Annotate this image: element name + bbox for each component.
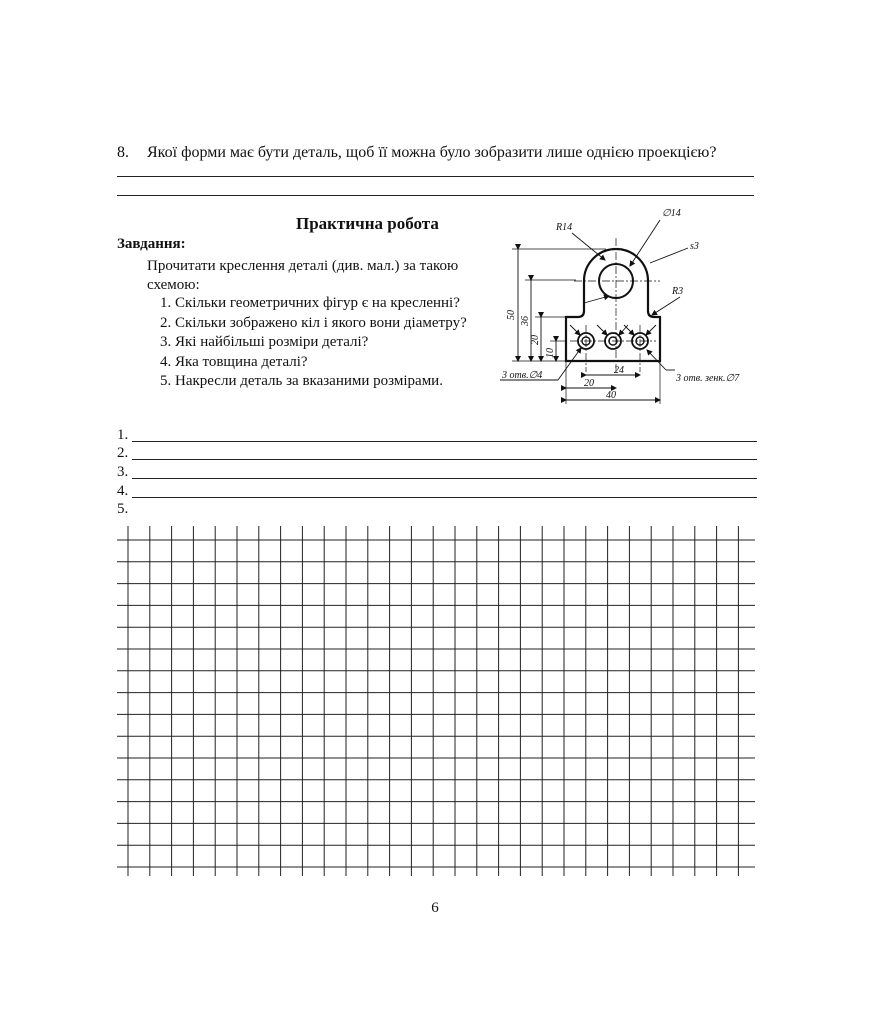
label-holes-d7: 3 отв. зенк.∅7 xyxy=(676,373,740,384)
task-question: 1. Скільки геометричних фігур є на кресленні? xyxy=(160,295,460,311)
label-dim-20-horizontal: 20 xyxy=(584,378,594,389)
task-question: 3. Які найбільші розміри деталі? xyxy=(160,334,369,350)
label-dim-10: 10 xyxy=(545,348,556,358)
answer-number: 3. xyxy=(117,464,129,480)
label-dim-40: 40 xyxy=(606,390,616,401)
label-holes-d4: 3 отв.∅4 xyxy=(502,370,543,381)
label-s3: s3 xyxy=(690,241,699,252)
answer-number: 2. xyxy=(117,445,129,461)
label-dim-20-vertical: 20 xyxy=(530,335,541,345)
page-number: 6 xyxy=(431,900,439,916)
answer-number: 4. xyxy=(117,483,129,499)
label-r3: R3 xyxy=(672,286,684,297)
answer-number: 1. xyxy=(117,427,129,443)
task-question: 2. Скільки зображено кіл і якого вони діаметру? xyxy=(160,314,467,331)
label-dim-50: 50 xyxy=(506,310,517,320)
question-number: 8. xyxy=(117,144,129,161)
label-dim-24: 24 xyxy=(614,365,624,376)
label-d14: ∅14 xyxy=(662,208,681,219)
label-r14: R14 xyxy=(556,222,573,233)
answer-number: 5. xyxy=(117,501,129,517)
task-question: 5. Накресли деталь за вказаними розмірами. xyxy=(160,373,443,389)
task-question: 4. Яка товщина деталі? xyxy=(160,353,308,370)
question-text: Якої форми має бути деталь, щоб її можна було зобразити лише однією проекцією? xyxy=(147,144,717,161)
label-dim-36: 36 xyxy=(520,316,531,326)
section-title: Практична робота xyxy=(296,214,439,233)
task-label: Завдання: xyxy=(117,236,186,252)
task-intro: Прочитати креслення деталі (див. мал.) за такою схемою: xyxy=(147,258,459,293)
